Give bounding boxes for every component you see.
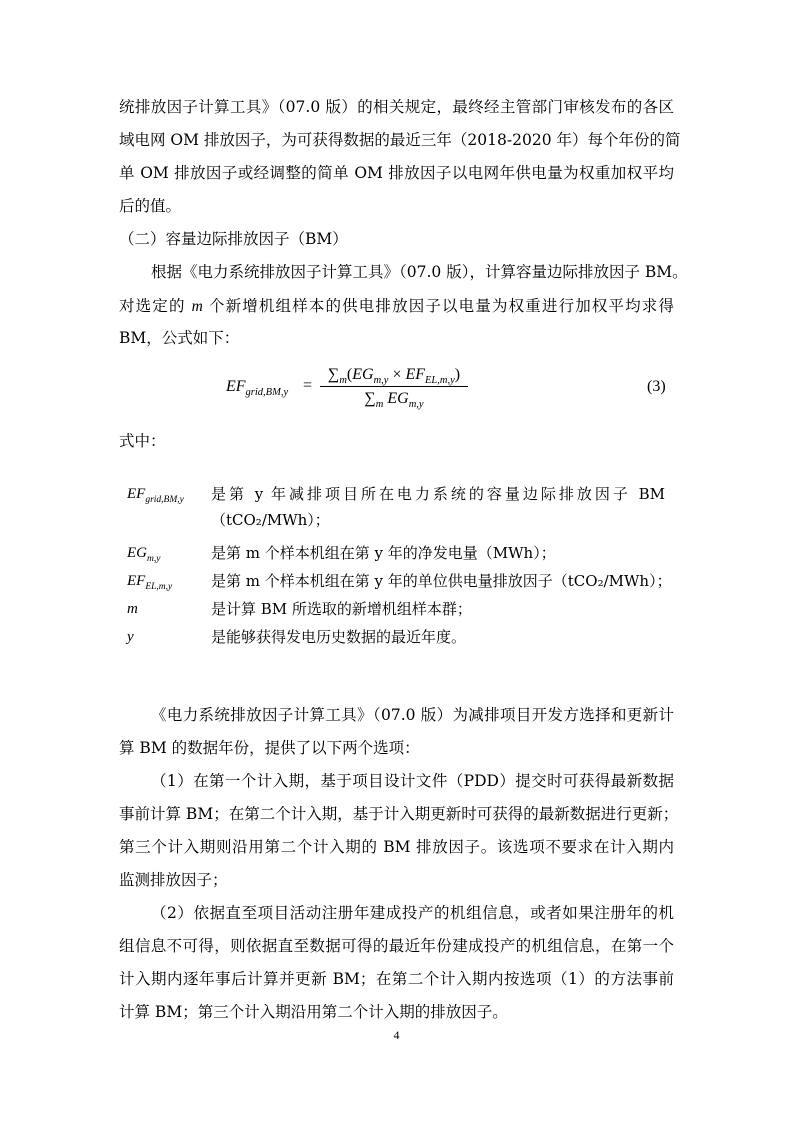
paragraph-line xyxy=(119,296,674,317)
symbol-main: EF xyxy=(127,486,146,502)
paragraph-line: 计入期内逐年事后计算并更新 BM；在第二个计入期内按选项（1）的方法事前 xyxy=(119,970,674,988)
formula-ef-sub: EL,m,y xyxy=(425,375,455,387)
paragraph-line: 第三个计入期则沿用第二个计入期的 BM 排放因子。该选项不要求在计入期内 xyxy=(119,838,674,856)
paragraph-line: 统排放因子计算工具》（07.0 版）的相关规定，最终经主管部门审核发布的各区 xyxy=(119,98,674,116)
definition-text: 是第 m 个样本机组在第 y 年的单位供电量排放因子（tCO₂/MWh）； xyxy=(211,572,672,590)
formula-fraction xyxy=(318,364,470,409)
times-symbol: × xyxy=(392,366,402,383)
section-heading: （二）容量边际排放因子（BM） xyxy=(119,230,348,248)
text-span: 个新增机组样本的供电排放因子以电量为权重进行加权平均求得 xyxy=(208,297,674,315)
symbol-main: EF xyxy=(127,573,146,589)
definition-text: 是计算 BM 所选取的新增机组样本群； xyxy=(211,600,472,618)
formula-eg-sub: m,y xyxy=(373,375,389,387)
paragraph-line: （2）依据直至项目活动注册年建成投产的机组信息，或者如果注册年的机 xyxy=(151,904,674,922)
formula-eg-sub: m,y xyxy=(408,399,424,411)
formula-lhs-main: EF xyxy=(226,378,246,395)
math-variable: m xyxy=(191,298,203,315)
symbol-sub: EL,m,y xyxy=(145,582,173,592)
paren: ( xyxy=(346,366,353,383)
symbol-main: m xyxy=(127,601,138,617)
formula-3 xyxy=(226,364,676,418)
page-number: 4 xyxy=(393,1028,400,1042)
equation-number: (3) xyxy=(647,378,666,395)
sum-sub: m xyxy=(339,375,347,387)
paragraph-line: 监测排放因子； xyxy=(119,871,228,889)
formula-denominator xyxy=(318,387,470,409)
symbol-sub: m,y xyxy=(147,554,161,564)
where-label: 式中： xyxy=(119,432,166,450)
paragraph-line: 《电力系统排放因子计算工具》（07.0 版）为减排项目开发方选择和更新计 xyxy=(151,706,674,724)
definition-text: 是能够获得发电历史数据的最近年度。 xyxy=(211,628,467,646)
paragraph-line: （1）在第一个计入期，基于项目设计文件（PDD）提交时可获得最新数据 xyxy=(151,772,674,790)
sum-symbol: ∑ xyxy=(327,366,340,383)
paragraph-line: 事前计算 BM；在第二个计入期，基于计入期更新时可获得的最新数据进行更新； xyxy=(119,805,679,823)
symbol-main: y xyxy=(127,629,134,645)
paragraph-line: 计算 BM；第三个计入期沿用第二个计入期的排放因子。 xyxy=(119,1003,508,1021)
definition-text: （tCO₂/MWh）； xyxy=(211,511,330,529)
formula-equals: = xyxy=(303,377,313,394)
definition-symbol xyxy=(127,543,160,569)
formula-numerator xyxy=(318,364,470,386)
formula-ef: EF xyxy=(405,366,426,383)
symbol-main: EG xyxy=(127,545,147,561)
paragraph-line: 根据《电力系统排放因子计算工具》（07.0 版），计算容量边际排放因子 BM。 xyxy=(151,263,688,281)
text-span: 对选定的 xyxy=(119,297,186,315)
definition-text: 是第 y 年减排项目所在电力系统的容量边际排放因子 BM xyxy=(211,485,665,503)
paragraph-line: BM，公式如下： xyxy=(119,329,240,347)
paragraph-line: 后的值。 xyxy=(119,197,182,215)
paragraph-line: 组信息不可得，则依据直至数据可得的最近年份建成投产的机组信息，在第一个 xyxy=(119,937,674,955)
definition-symbol xyxy=(127,484,184,510)
symbol-sub: grid,BM,y xyxy=(145,495,184,505)
definition-symbol xyxy=(127,599,138,619)
sum-sub: m xyxy=(375,399,384,411)
paragraph-line: 算 BM 的数据年份，提供了以下两个选项： xyxy=(119,739,420,757)
formula-eg: EG xyxy=(352,366,374,383)
definition-symbol xyxy=(127,627,134,647)
paren: ) xyxy=(454,366,461,383)
definition-text: 是第 m 个样本机组在第 y 年的净发电量（MWh）； xyxy=(211,544,556,562)
formula-lhs-sub: grid,BM,y xyxy=(245,387,289,399)
formula-eg: EG xyxy=(387,390,409,407)
paragraph-line: 域电网 OM 排放因子，为可获得数据的最近三年（2018-2020 年）每个年份的简 xyxy=(119,131,681,149)
formula-lhs xyxy=(226,378,288,398)
paragraph-line: 单 OM 排放因子或经调整的简单 OM 排放因子以电网年供电量为权重加权平均 xyxy=(119,164,674,182)
definition-symbol xyxy=(127,571,172,597)
sum-symbol: ∑ xyxy=(364,390,376,407)
